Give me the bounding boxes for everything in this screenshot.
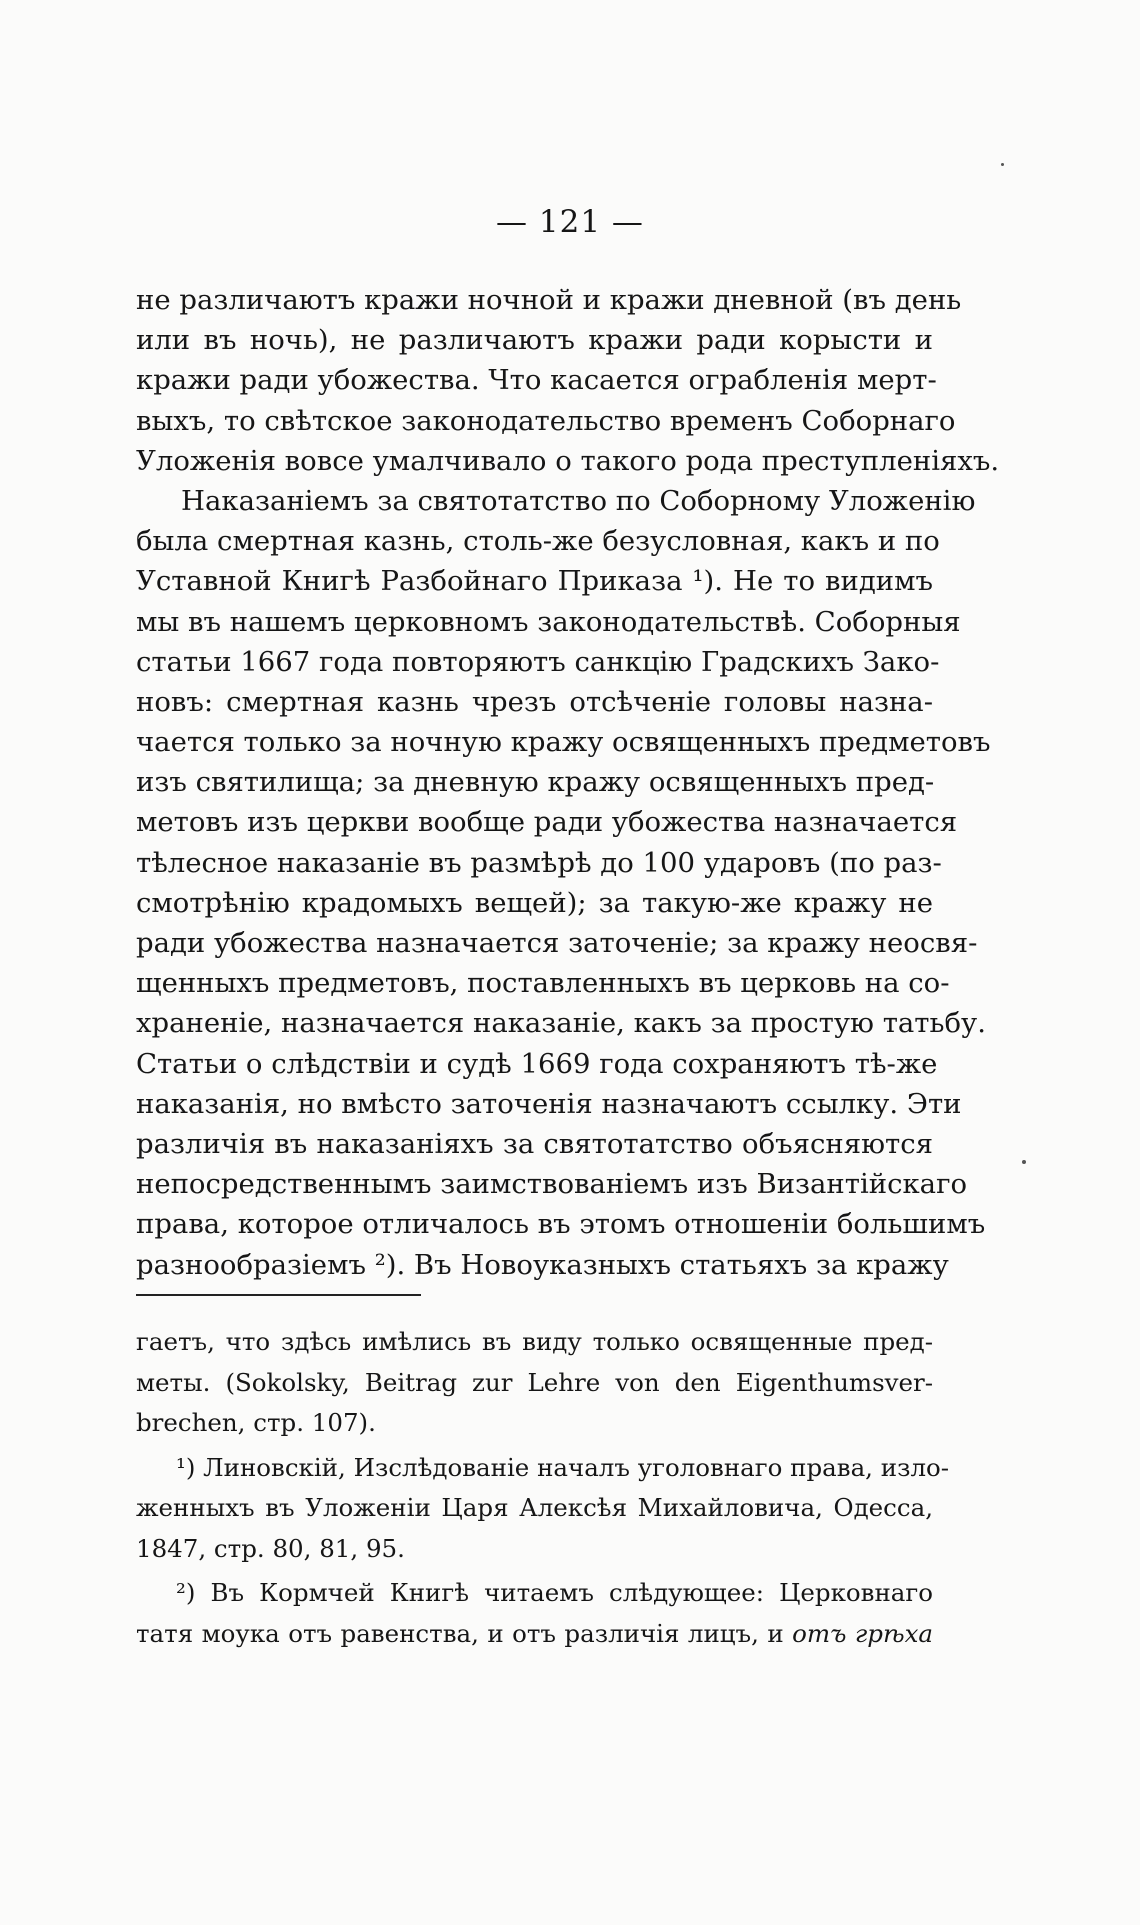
footnote-2-plain-text: татя моука отъ равенства, и отъ различія лицъ, и <box>136 1618 793 1648</box>
text-line: изъ святилища; за дневную кражу освященныхъ пред- <box>136 766 935 799</box>
footnote-continuation-line: гаетъ, что здѣсь имѣлись въ виду только освященные пред- <box>136 1327 933 1356</box>
text-line: ради убожества назначается заточеніе; за кражу неосвя- <box>136 927 978 959</box>
text-line: мы въ нашемъ церковномъ законодательствѣ. Соборныя <box>136 605 961 638</box>
text-line: чается только за ночную кражу освященныхъ предметовъ <box>136 726 991 759</box>
text-line: метовъ изъ церкви вообще ради убожества назначается <box>136 806 958 839</box>
footnote-1-line: ¹) Линовскій, Изслѣдованіе началъ уголовнаго права, изло- <box>176 1452 950 1482</box>
footnote-1-line: 1847, стр. 80, 81, 95. <box>136 1533 405 1563</box>
text-line: щенныхъ предметовъ, поставленныхъ въ церковь на со- <box>136 967 950 1000</box>
text-line: новъ: смертная казнь чрезъ отсѣченіе головы назна- <box>136 685 933 718</box>
footnote-continuation-line: меты. (Sokolsky, Beitrag zur Lehre von den Eigenthumsver- <box>136 1367 933 1397</box>
footnote-divider <box>136 1294 421 1296</box>
text-line: статьи 1667 года повторяютъ санкцію Градскихъ Зако- <box>136 645 940 678</box>
text-line: разнообразіемъ ²). Въ Новоуказныхъ статьяхъ за кражу <box>136 1248 949 1281</box>
main-text <box>136 280 1000 1285</box>
footnote-2-italic-text: отъ грѣха <box>792 1618 933 1648</box>
text-line: храненіе, назначается наказаніе, какъ за простую татьбу. <box>136 1007 986 1040</box>
text-line: Наказаніемъ за святотатство по Соборному Уложенію <box>181 484 976 517</box>
text-line: или въ ночь), не различаютъ кражи ради корысти и <box>136 324 933 357</box>
text-line: наказанія, но вмѣсто заточенія назначаютъ ссылку. Эти <box>136 1087 962 1120</box>
text-line: Статьи о слѣдствіи и судѣ 1669 года сохраняютъ тѣ-же <box>136 1047 938 1080</box>
page-number: — 121 — <box>496 204 644 240</box>
text-line: тѣлесное наказаніе въ размѣрѣ до 100 ударовъ (по раз- <box>136 846 942 879</box>
text-line: не различаютъ кражи ночной и кражи дневной (въ день <box>136 284 962 316</box>
scan-speck <box>1022 1160 1026 1164</box>
text-line: Уставной Книгѣ Разбойнаго Приказа ¹). Не то видимъ <box>136 565 933 598</box>
text-line: различія въ наказаніяхъ за святотатство объясняются <box>136 1127 933 1160</box>
text-line: кражи ради убожества. Что касается ограбленія мерт- <box>136 364 937 397</box>
text-line: непосредственнымъ заимствованіемъ изъ Византійскаго <box>136 1168 968 1201</box>
text-line: выхъ, то свѣтское законодательство временъ Соборнаго <box>136 404 956 437</box>
text-line: смотрѣнію крадомыхъ вещей); за такую-же кражу не <box>136 886 933 919</box>
footnotes-section <box>136 1322 950 1654</box>
scan-speck <box>1001 163 1004 166</box>
footnote-2-line <box>136 1614 933 1655</box>
footnote-2-line: ²) Въ Кормчей Книгѣ читаемъ слѣдующее: Церковнаго <box>176 1578 933 1607</box>
text-line: Уложенія вовсе умалчивало о такого рода преступленіяхъ. <box>136 444 1000 477</box>
footnote-continuation-line: brechen, стр. 107). <box>136 1408 376 1437</box>
text-line: была смертная казнь, столь-же безусловная, какъ и по <box>136 525 940 558</box>
text-line: права, которое отличалось въ этомъ отношеніи большимъ <box>136 1208 986 1241</box>
footnote-1-line: женныхъ въ Уложеніи Царя Алексѣя Михайловича, Одесса, <box>136 1493 933 1522</box>
